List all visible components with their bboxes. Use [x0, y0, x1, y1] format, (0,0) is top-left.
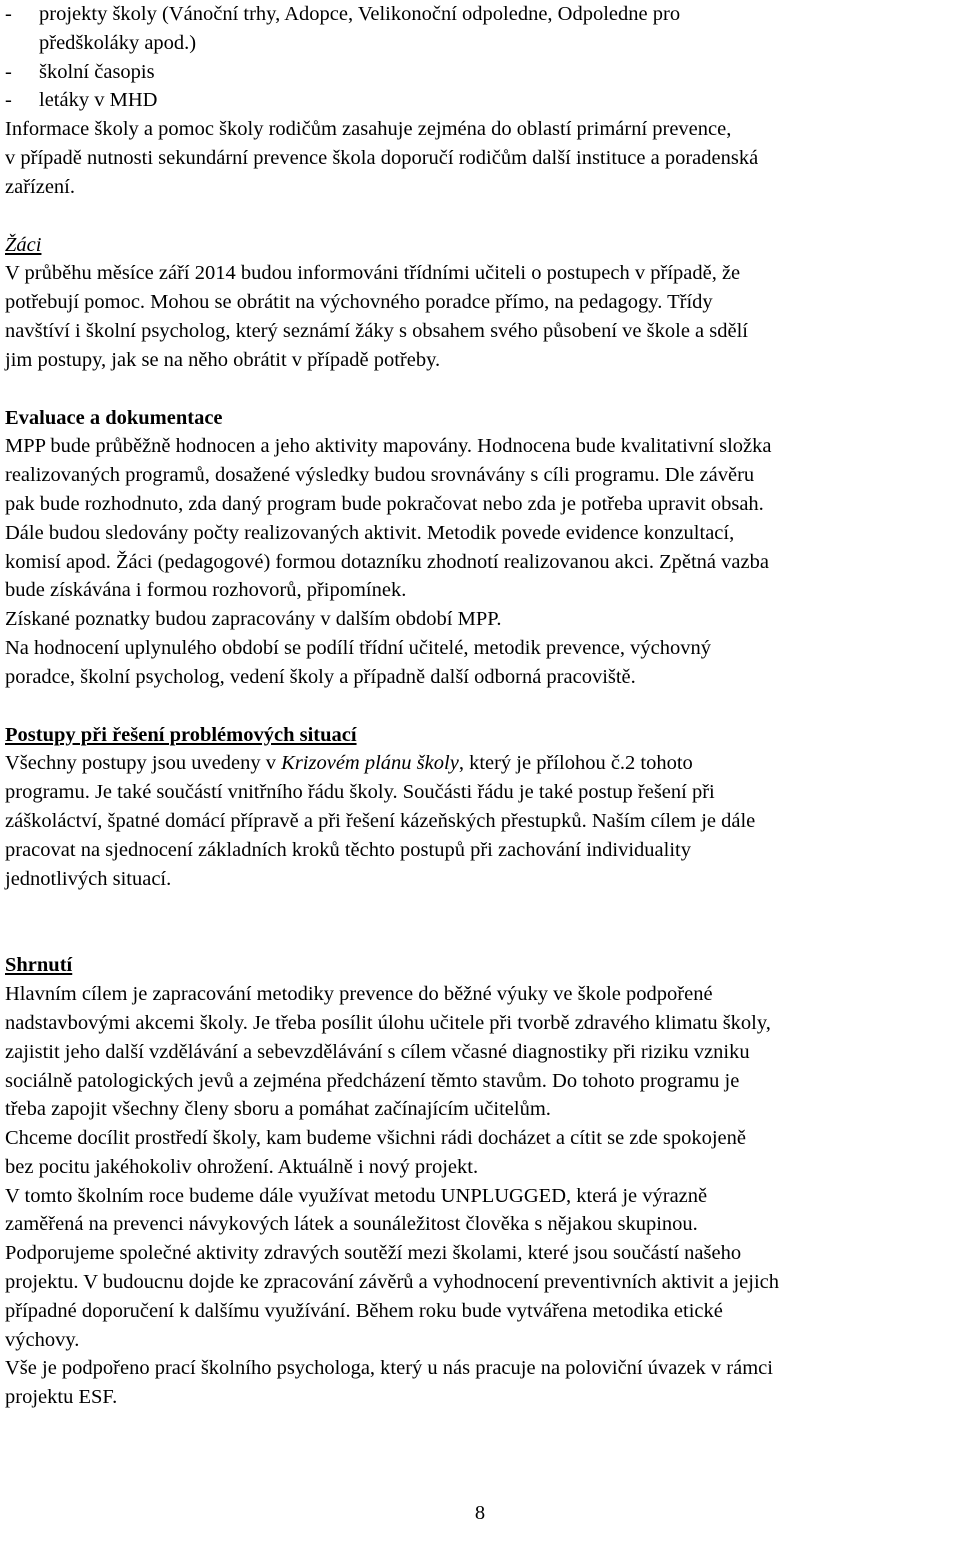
list-item: - projekty školy (Vánoční trhy, Adopce, Velikonoční odpoledne, Odpoledne pro: [5, 3, 681, 25]
section-postupy: Postupy při řešení problémových situací Všechny postupy jsou uvedeny v Krizovém plánu školy, který je přílohou č.2 tohoto programu. Je také součástí vnitřního řádu školy. Součásti řádu je také postup řešení při záškoláctví, špatné domácí přípravě a při řešení kázeňských přestupků. Naším cílem je dále pracovat na sjednocení základních kroků těchto postupů při zachování individuality jednotlivých situací.: [5, 721, 955, 894]
section-zaci: Žáci V průběhu měsíce září 2014 budou informováni třídními učiteli o postupech v případě, že potřebují pomoc. Mohou se obrátit na výchovného poradce přímo, na pedagogy. Třídy navštíví i školní psycholog, který seznámí žáky s obsahem svého působení ve škole a sdělí jim postupy, jak se na něho obrátit v případě potřeby.: [5, 233, 748, 371]
list-item: - školní časopis: [5, 60, 155, 83]
document-reference: Krizovém plánu školy: [281, 752, 459, 775]
section-evaluace: Evaluace a dokumentace MPP bude průběžně hodnocen a jeho aktivity mapovány. Hodnocena bude kvalitativní složka realizovaných programů, dosažené výsledky budou srovnávány s cíli programu. Dle závěru pak bude rozhodnuto, zda daný program bude pokračovat nebo zda je potřeba upravit obsah. Dále budou sledovány počty realizovaných aktivit. Metodik povede evidence konzultací, komisí apod. Žáci (pedagogové) formou dotazníku zhodnotí realizovanou akci. Zpětná vazba bude získávána i formou rozhovorů, připomínek. Získané poznatky budou zapracovány v dalším období MPP. Na hodnocení uplynulého období se podílí třídní učitelé, metodik prevence, výchovný poradce, školní psycholog, vedení školy a případně další odborná pracoviště.: [5, 404, 955, 692]
section-heading: Postupy při řešení problémových situací: [5, 723, 357, 746]
section-heading: Evaluace a dokumentace: [5, 406, 223, 429]
intro-paragraph: Informace školy a pomoc školy rodičům zasahuje zejména do oblastí primární prevence, v případě nutnosti sekundární prevence škola doporučí rodičům další instituce a poradenská zařízení.: [5, 118, 759, 198]
list-item: - letáky v MHD: [5, 89, 158, 112]
section-heading: Shrnutí: [5, 954, 73, 977]
page-number: 8: [474, 1502, 486, 1524]
section-shrnuti: Shrnutí Hlavním cílem je zapracování metodiky prevence do běžné výuky ve škole podpořené nadstavbovými akcemi školy. Je třeba posílit úlohu učitele při tvorbě zdravého klimatu školy, zajistit jeho další vzdělávání a sebevzdělávání s cílem včasné diagnostiky při riziku vzniku sociálně patologických jevů a zejména předcházení těmto stavům. Do tohoto programu je třeba zapojit všechny členy sboru a pomáhat začínajícím učitelům. Chceme docílit prostředí školy, kam budeme všichni rádi docházet a cítit se zde spokojeně bez pocitu jakéhokoliv ohrožení. Aktuálně i nový projekt. V tomto školním roce budeme dále využívat metodu UNPLUGGED, která je výrazně zaměřená na prevenci návykových látek a sounáležitost člověka s nějakou skupinou. Podporujeme společné aktivity zdravých soutěží mezi školami, které jsou součástí našeho projektu. V budoucnu dojde ke zpracování závěrů a vyhodnocení preventivních aktivit a jejich případné doporučení k dalšímu využívání. Během roku bude vytvářena metodika etické výchovy. Vše je podpořeno prací školního psychologa, který u nás pracuje na poloviční úvazek v rámci projektu ESF.: [5, 951, 955, 1412]
list-item-continuation: předškoláky apod.): [39, 31, 197, 54]
document-page: [5, 0, 955, 1412]
section-heading: Žáci: [5, 233, 42, 256]
intro-list: [5, 0, 955, 115]
